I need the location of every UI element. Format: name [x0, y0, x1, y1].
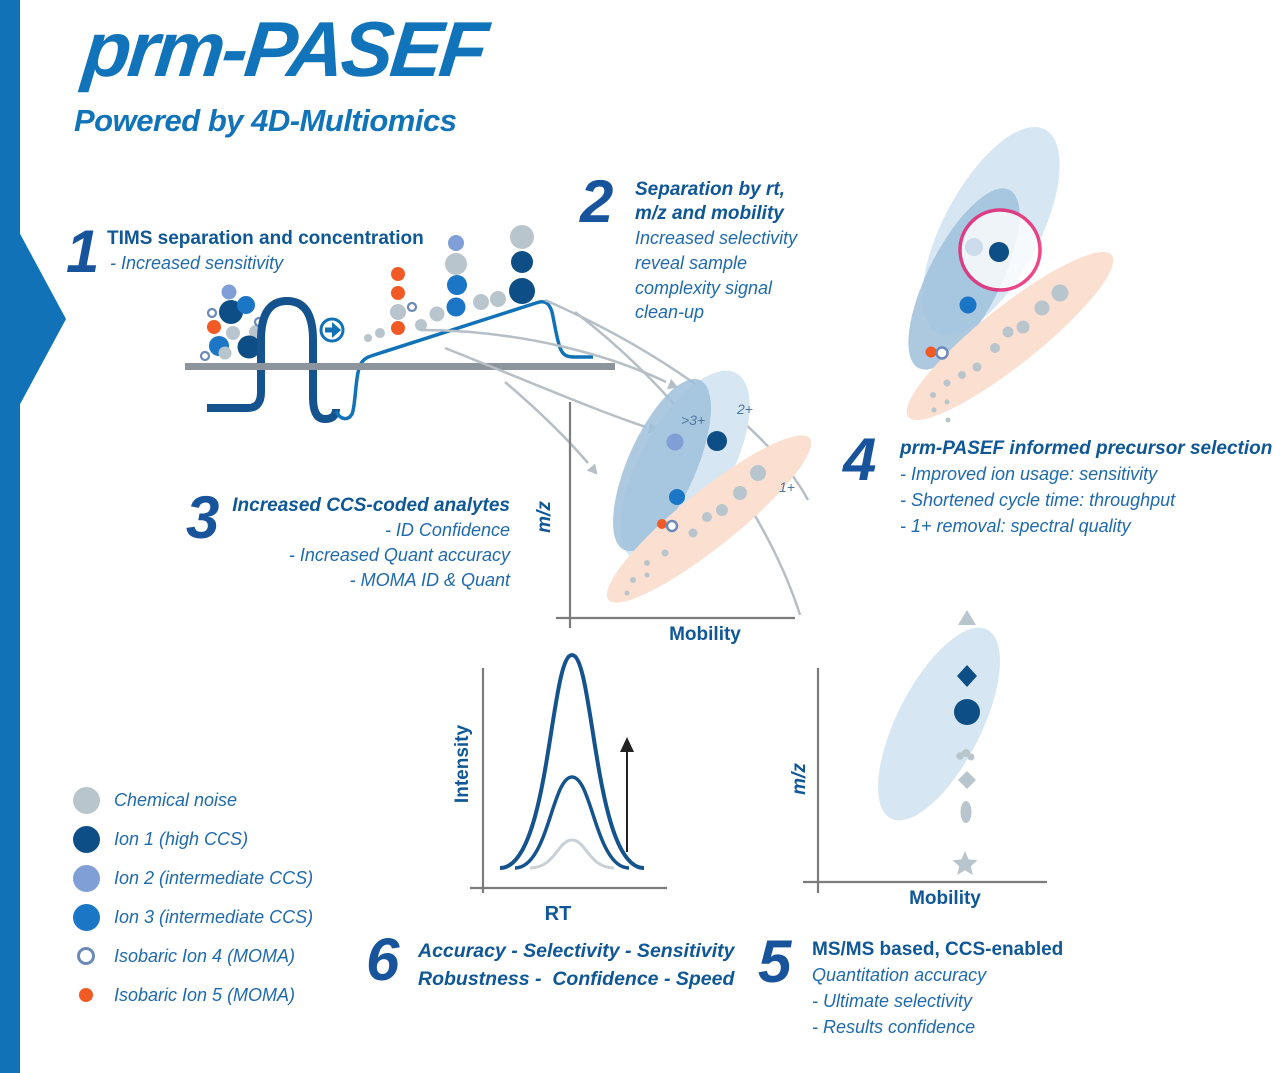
- step2-number: 2: [580, 168, 614, 235]
- charge-label-3plus: >3+: [681, 412, 706, 428]
- step6-line: Accuracy - Selectivity - Sensitivity: [418, 940, 735, 962]
- target-ylabel: m/z: [789, 763, 810, 795]
- ccs-ellipse: [853, 610, 1024, 837]
- step1-title: TIMS separation and concentration: [107, 228, 424, 249]
- legend-label: Ion 1 (high CCS): [114, 828, 249, 849]
- ion2-icon: [70, 865, 102, 892]
- step3-line: - MOMA ID & Quant: [349, 569, 510, 590]
- step5-line: Quantitation accuracy: [812, 964, 987, 985]
- up-arrow-icon: [620, 737, 634, 752]
- flow-arrow-icon: [321, 319, 343, 341]
- legend-item-ion3: [70, 902, 313, 932]
- ion2-dot: [667, 434, 684, 451]
- triangle-marker: [958, 610, 976, 625]
- ion3-icon: [70, 904, 102, 931]
- ion5-dot: [657, 519, 667, 529]
- chemical-noise-icon: [70, 787, 102, 814]
- chromatogram-xlabel: RT: [544, 903, 572, 925]
- ion3-dot: [960, 297, 977, 314]
- ion3-dot: [669, 489, 685, 505]
- step4-line: - Shortened cycle time: throughput: [900, 490, 1176, 511]
- ion4-dot: [937, 348, 948, 359]
- step5-number: 5: [758, 928, 792, 995]
- step4-number: 4: [843, 426, 877, 493]
- step3-line: - ID Confidence: [384, 519, 510, 540]
- step2-title-line1: Separation by rt,: [635, 179, 785, 200]
- isobaric-ion5-icon: [70, 988, 102, 1002]
- step4-line: - Improved ion usage: sensitivity: [900, 463, 1158, 484]
- step2-line: clean-up: [635, 302, 705, 323]
- legend-label: Isobaric Ion 5 (MOMA): [114, 984, 296, 1005]
- step5-line: - Results confidence: [812, 1017, 976, 1038]
- target-xlabel: Mobility: [909, 888, 981, 909]
- step1-number: 1: [66, 218, 100, 285]
- step3-line: - Increased Quant accuracy: [288, 544, 510, 565]
- step5-line: - Ultimate selectivity: [812, 991, 973, 1012]
- legend-item-ion1: [70, 824, 248, 854]
- legend-item-ion2: [70, 863, 313, 893]
- target-mobility-plot: [803, 610, 1047, 893]
- precursor-selection-diagram: [887, 107, 1130, 440]
- legend-item-ion5: [70, 980, 295, 1010]
- step3-number: 3: [186, 484, 220, 551]
- legend-label: Ion 2 (intermediate CCS): [114, 867, 314, 888]
- unsorted-ion-cluster: [201, 285, 263, 361]
- ion1-dot: [707, 431, 727, 451]
- step2-line: reveal sample: [635, 252, 748, 273]
- tall-peak: [500, 655, 644, 868]
- legend-item-chemical-noise: [70, 785, 237, 815]
- charge-label-2plus: 2+: [737, 401, 753, 417]
- step2-title-line2: m/z and mobility: [635, 202, 784, 224]
- central-ylabel: m/z: [534, 501, 555, 533]
- step1-line: - Increased sensitivity: [110, 253, 284, 273]
- oval-marker: [961, 801, 972, 823]
- step4-line: - 1+ removal: spectral quality: [900, 516, 1131, 537]
- chromatogram-ylabel: Intensity: [452, 724, 473, 804]
- step6-number: 6: [366, 926, 400, 993]
- navy-circle-marker: [954, 699, 980, 725]
- legend-item-ion4: [70, 941, 295, 971]
- baseline-bar: [185, 363, 615, 370]
- ion4-dot: [667, 521, 677, 531]
- suppressed-ion-dot: [965, 238, 983, 256]
- step6-line: Robustness - Confidence - Speed: [418, 968, 735, 991]
- brand-tagline: Powered by 4D-Multiomics: [74, 103, 457, 138]
- ion1-dot: [989, 242, 1009, 262]
- ramp-profile-line: [336, 302, 593, 419]
- step4-title: prm-PASEF informed precursor selection: [900, 438, 1273, 459]
- central-xlabel: Mobility: [669, 624, 741, 645]
- step2-line: Increased selectivity: [635, 227, 798, 248]
- isobaric-ion4-icon: [70, 947, 102, 965]
- legend-label: Isobaric Ion 4 (MOMA): [114, 945, 296, 966]
- step2-line: complexity signal: [635, 277, 773, 298]
- ion1-icon: [70, 826, 102, 853]
- brand-logo: prm-PASEF: [79, 5, 490, 93]
- step3-title: Increased CCS-coded analytes: [232, 495, 510, 516]
- charge-label-1plus: 1+: [779, 479, 795, 495]
- noise-peak: [530, 840, 614, 868]
- step5-title: MS/MS based, CCS-enabled: [812, 939, 1064, 960]
- legend-label: Ion 3 (intermediate CCS): [114, 906, 314, 927]
- star-marker: [953, 851, 978, 875]
- ion5-dot: [926, 347, 937, 358]
- legend-label: Chemical noise: [114, 789, 238, 810]
- gray-diamond-marker: [958, 771, 976, 789]
- chromatogram-plot: [470, 655, 667, 893]
